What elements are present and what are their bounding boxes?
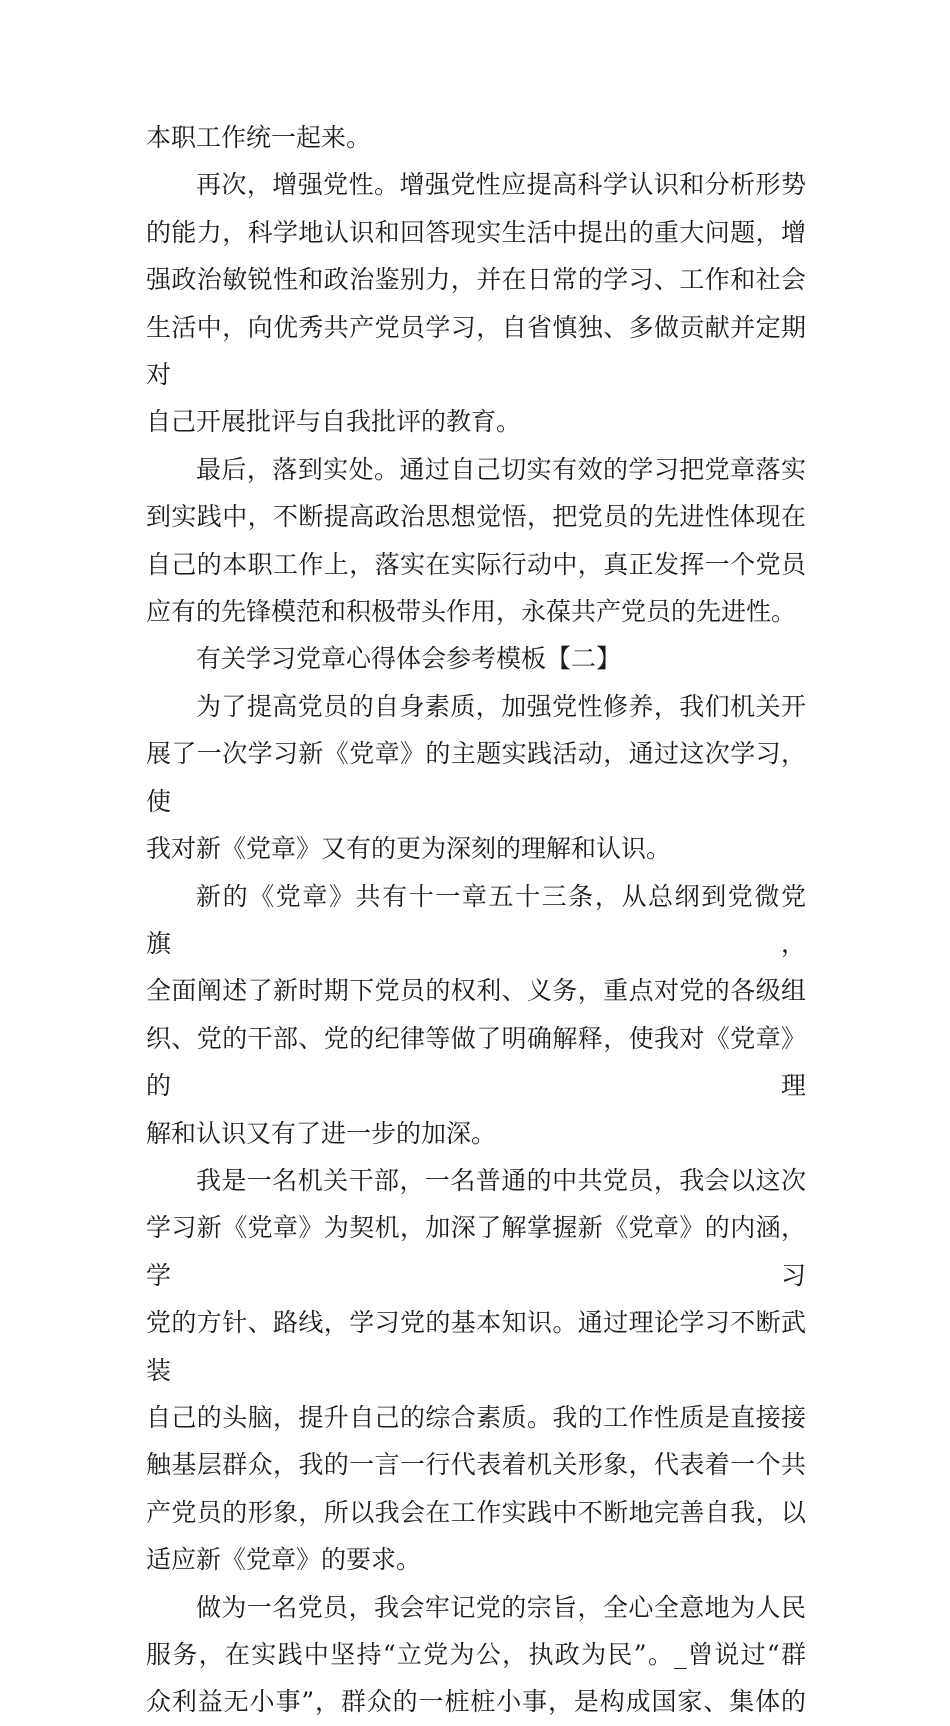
text-line: 全面阐述了新时期下党员的权利、义务，重点对党的各级组 — [146, 976, 806, 1006]
text-line: 最后，落到实处。通过自己切实有效的学习把党章落实 — [196, 454, 806, 484]
text-line: 再次，增强党性。增强党性应提高科学认识和分析形势 — [196, 170, 806, 200]
text-line: 自己开展批评与自我批评的教育。 — [146, 407, 522, 437]
paragraph — [146, 1584, 806, 1726]
text-line: 我对新《党章》又有的更为深刻的理解和认识。 — [146, 834, 672, 864]
text-line: 党的方针、路线，学习党的基本知识。通过理论学习不断武装 — [146, 1308, 806, 1385]
text-line: 为了提高党员的自身素质，加强党性修养，我们机关开 — [196, 691, 806, 721]
text-line: 解和认识又有了进一步的加深。 — [146, 1118, 497, 1148]
paragraph — [146, 873, 806, 1157]
paragraph — [146, 161, 806, 445]
text-line: 触基层群众，我的一言一行代表着机关形象，代表着一个共 — [146, 1450, 806, 1480]
text-line: 产党员的形象，所以我会在工作实践中不断地完善自我，以 — [146, 1497, 806, 1527]
text-line: 众利益无小事”，群众的一桩桩小事，是构成国家、集体的 — [146, 1687, 806, 1717]
text-line: 服务，在实践中坚持“立党为公，执政为民”。_曾说过“群 — [146, 1640, 806, 1669]
paragraph — [146, 446, 806, 636]
text-line: 自己的本职工作上，落实在实际行动中，真正发挥一个党员 — [146, 549, 806, 579]
text-line: 到实践中，不断提高政治思想觉悟，把党员的先进性体现在 — [146, 502, 806, 532]
text-line: 强政治敏锐性和政治鉴别力，并在日常的学习、工作和社会 — [146, 265, 806, 295]
text-line: 我是一名机关干部，一名普通的中共党员，我会以这次 — [196, 1165, 806, 1195]
text-line: 应有的先锋模范和积极带头作用，永葆共产党员的先进性。 — [146, 597, 797, 627]
section-heading-text: 有关学习党章心得体会参考模板【二】 — [196, 644, 622, 674]
paragraph — [146, 114, 806, 161]
text-line: 展了一次学习新《党章》的主题实践活动，通过这次学习，使 — [146, 739, 806, 816]
text-line: 生活中，向优秀共产党员学习，自省慎独、多做贡献并定期对 — [146, 312, 806, 390]
text-line: 的能力，科学地认识和回答现实生活中提出的重大问题，增 — [146, 217, 806, 247]
text-line: 新的《党章》共有十一章五十三条，从总纲到党微党旗， — [146, 881, 806, 958]
paragraph — [146, 1157, 806, 1584]
section-heading — [146, 635, 806, 682]
text-line: 适应新《党章》的要求。 — [146, 1545, 422, 1575]
text-line: 做为一名党员，我会牢记党的宗旨，全心全意地为人民 — [196, 1592, 806, 1622]
text-line: 本职工作统一起来。 — [146, 123, 372, 152]
text-line: 织、党的干部、党的纪律等做了明确解释，使我对《党章》的理 — [146, 1023, 806, 1101]
paragraph — [146, 683, 806, 873]
text-line: 自己的头脑，提升自己的综合素质。我的工作性质是直接接 — [146, 1402, 806, 1432]
document-body — [146, 114, 806, 1726]
text-line: 学习新《党章》为契机，加深了解掌握新《党章》的内涵，学习 — [146, 1213, 806, 1290]
